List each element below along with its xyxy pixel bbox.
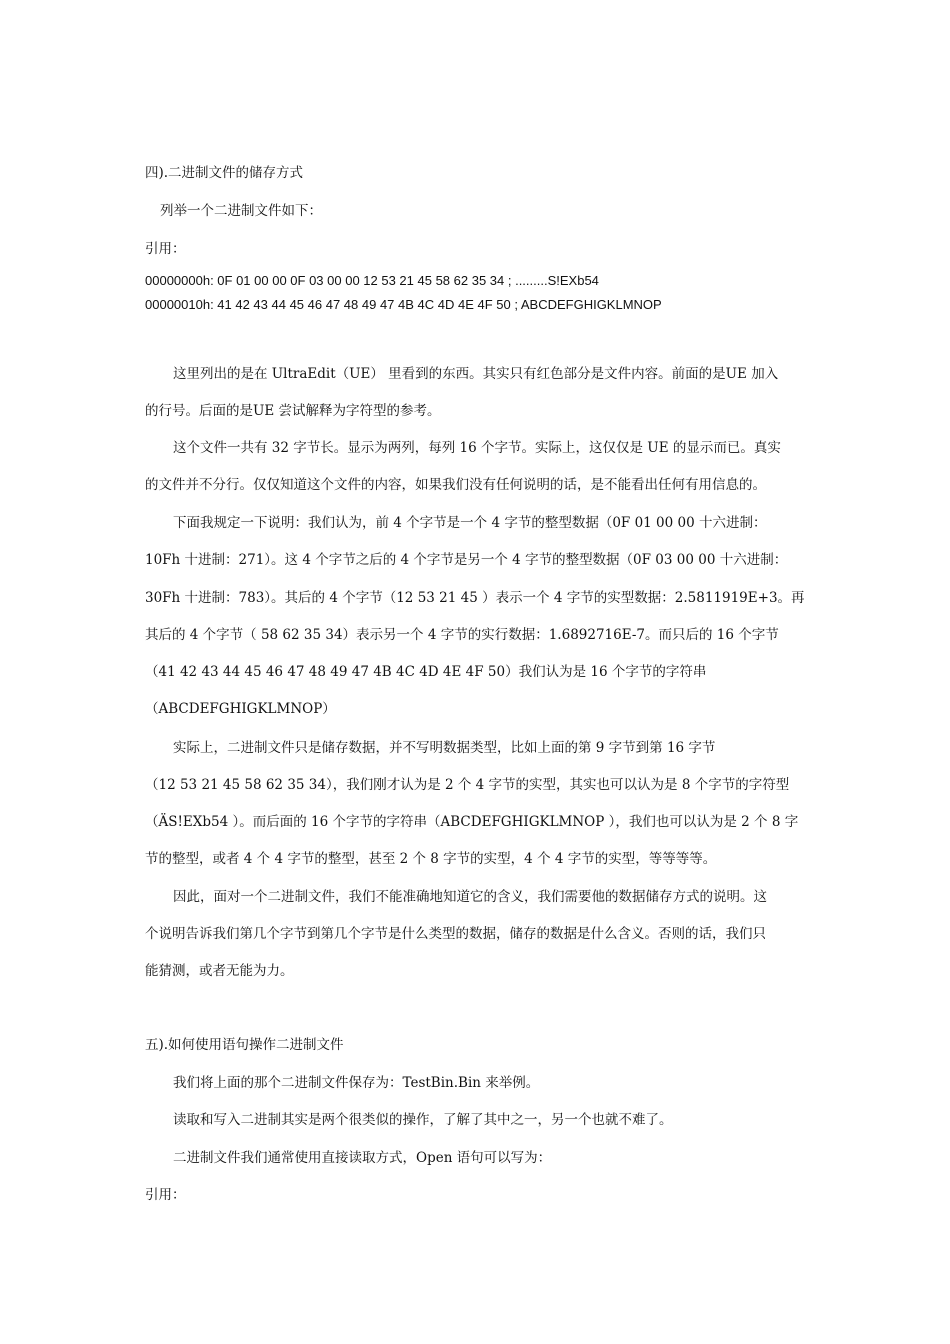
paragraph-line: （ABCDEFGHIGKLMNOP） [145, 701, 336, 717]
paragraph-line: （ÄS!EXb54 ）。而后面的 16 个字节的字符串（ABCDEFGHIGKLMNOP ），我们也可以认为是 2 个 8 字 [145, 814, 799, 830]
paragraph-line: 实际上，二进制文件只是储存数据，并不写明数据类型，比如上面的第 9 字节到第 16 字节 [173, 740, 716, 756]
paragraph-line: （41 42 43 44 45 46 47 48 49 47 4B 4C 4D 4E 4F 50）我们认为是 16 个字节的字符串 [145, 664, 707, 680]
paragraph-line: 个说明告诉我们第几个字节到第几个字节是什么类型的数据，储存的数据是什么含义。否则的话，我们只 [145, 926, 766, 942]
section-4-intro: 列举一个二进制文件如下： [160, 203, 322, 219]
paragraph-line: 因此，面对一个二进制文件，我们不能准确地知道它的含义，我们需要他的数据储存方式的说明。这 [173, 889, 767, 905]
section-4-heading: 四).二进制文件的储存方式 [145, 165, 304, 181]
paragraph-line: 能猜测，或者无能为力。 [145, 963, 294, 979]
paragraph-line: 下面我规定一下说明：我们认为，前 4 个字节是一个 4 字节的整型数据（0F 01 00 00 十六进制： [173, 515, 767, 531]
paragraph-line: 30Fh 十进制：783）。其后的 4 个字节（12 53 21 45 ）表示一个 4 字节的实型数据：2.5811919E+3。再 [145, 590, 805, 606]
paragraph-line: 的行号。后面的是UE 尝试解释为字符型的参考。 [145, 403, 441, 419]
quote-label: 引用： [145, 1187, 186, 1203]
paragraph-line: （12 53 21 45 58 62 35 34），我们刚才认为是 2 个 4 字节的实型，其实也可以认为是 8 个字节的字符型 [145, 777, 790, 793]
section-5-heading: 五).如何使用语句操作二进制文件 [145, 1037, 344, 1053]
hex-dump-line-1: 00000000h: 0F 01 00 00 0F 03 00 00 12 53 21 45 58 62 35 34 ; .........S!EXb54 [145, 273, 599, 288]
paragraph-line: 10Fh 十进制：271）。这 4 个字节之后的 4 个字节是另一个 4 字节的整型数据（0F 03 00 00 十六进制： [145, 552, 788, 568]
paragraph-line: 这里列出的是在 UltraEdit（UE） 里看到的东西。其实只有红色部分是文件内容。前面的是UE 加入 [173, 366, 779, 382]
section-5-line: 我们将上面的那个二进制文件保存为：TestBin.Bin 来举例。 [173, 1075, 540, 1091]
paragraph-line: 的文件并不分行。仅仅知道这个文件的内容，如果我们没有任何说明的话，是不能看出任何有用信息的。 [145, 477, 766, 493]
quote-label: 引用： [145, 241, 186, 257]
hex-dump-line-2: 00000010h: 41 42 43 44 45 46 47 48 49 47 4B 4C 4D 4E 4F 50 ; ABCDEFGHIGKLMNOP [145, 297, 662, 312]
paragraph-line: 这个文件一共有 32 字节长。显示为两列，每列 16 个字节。实际上，这仅仅是 UE 的显示而已。真实 [173, 440, 781, 456]
paragraph-line: 节的整型，或者 4 个 4 字节的整型，甚至 2 个 8 字节的实型，4 个 4 字节的实型，等等等等。 [145, 851, 717, 867]
paragraph-line: 其后的 4 个字节（ 58 62 35 34）表示另一个 4 字节的实行数据：1.6892716E-7。而只后的 16 个字节 [145, 627, 779, 643]
section-5-line: 二进制文件我们通常使用直接读取方式，Open 语句可以写为： [173, 1150, 552, 1166]
section-5-line: 读取和写入二进制其实是两个很类似的操作，了解了其中之一，另一个也就不难了。 [173, 1112, 673, 1128]
